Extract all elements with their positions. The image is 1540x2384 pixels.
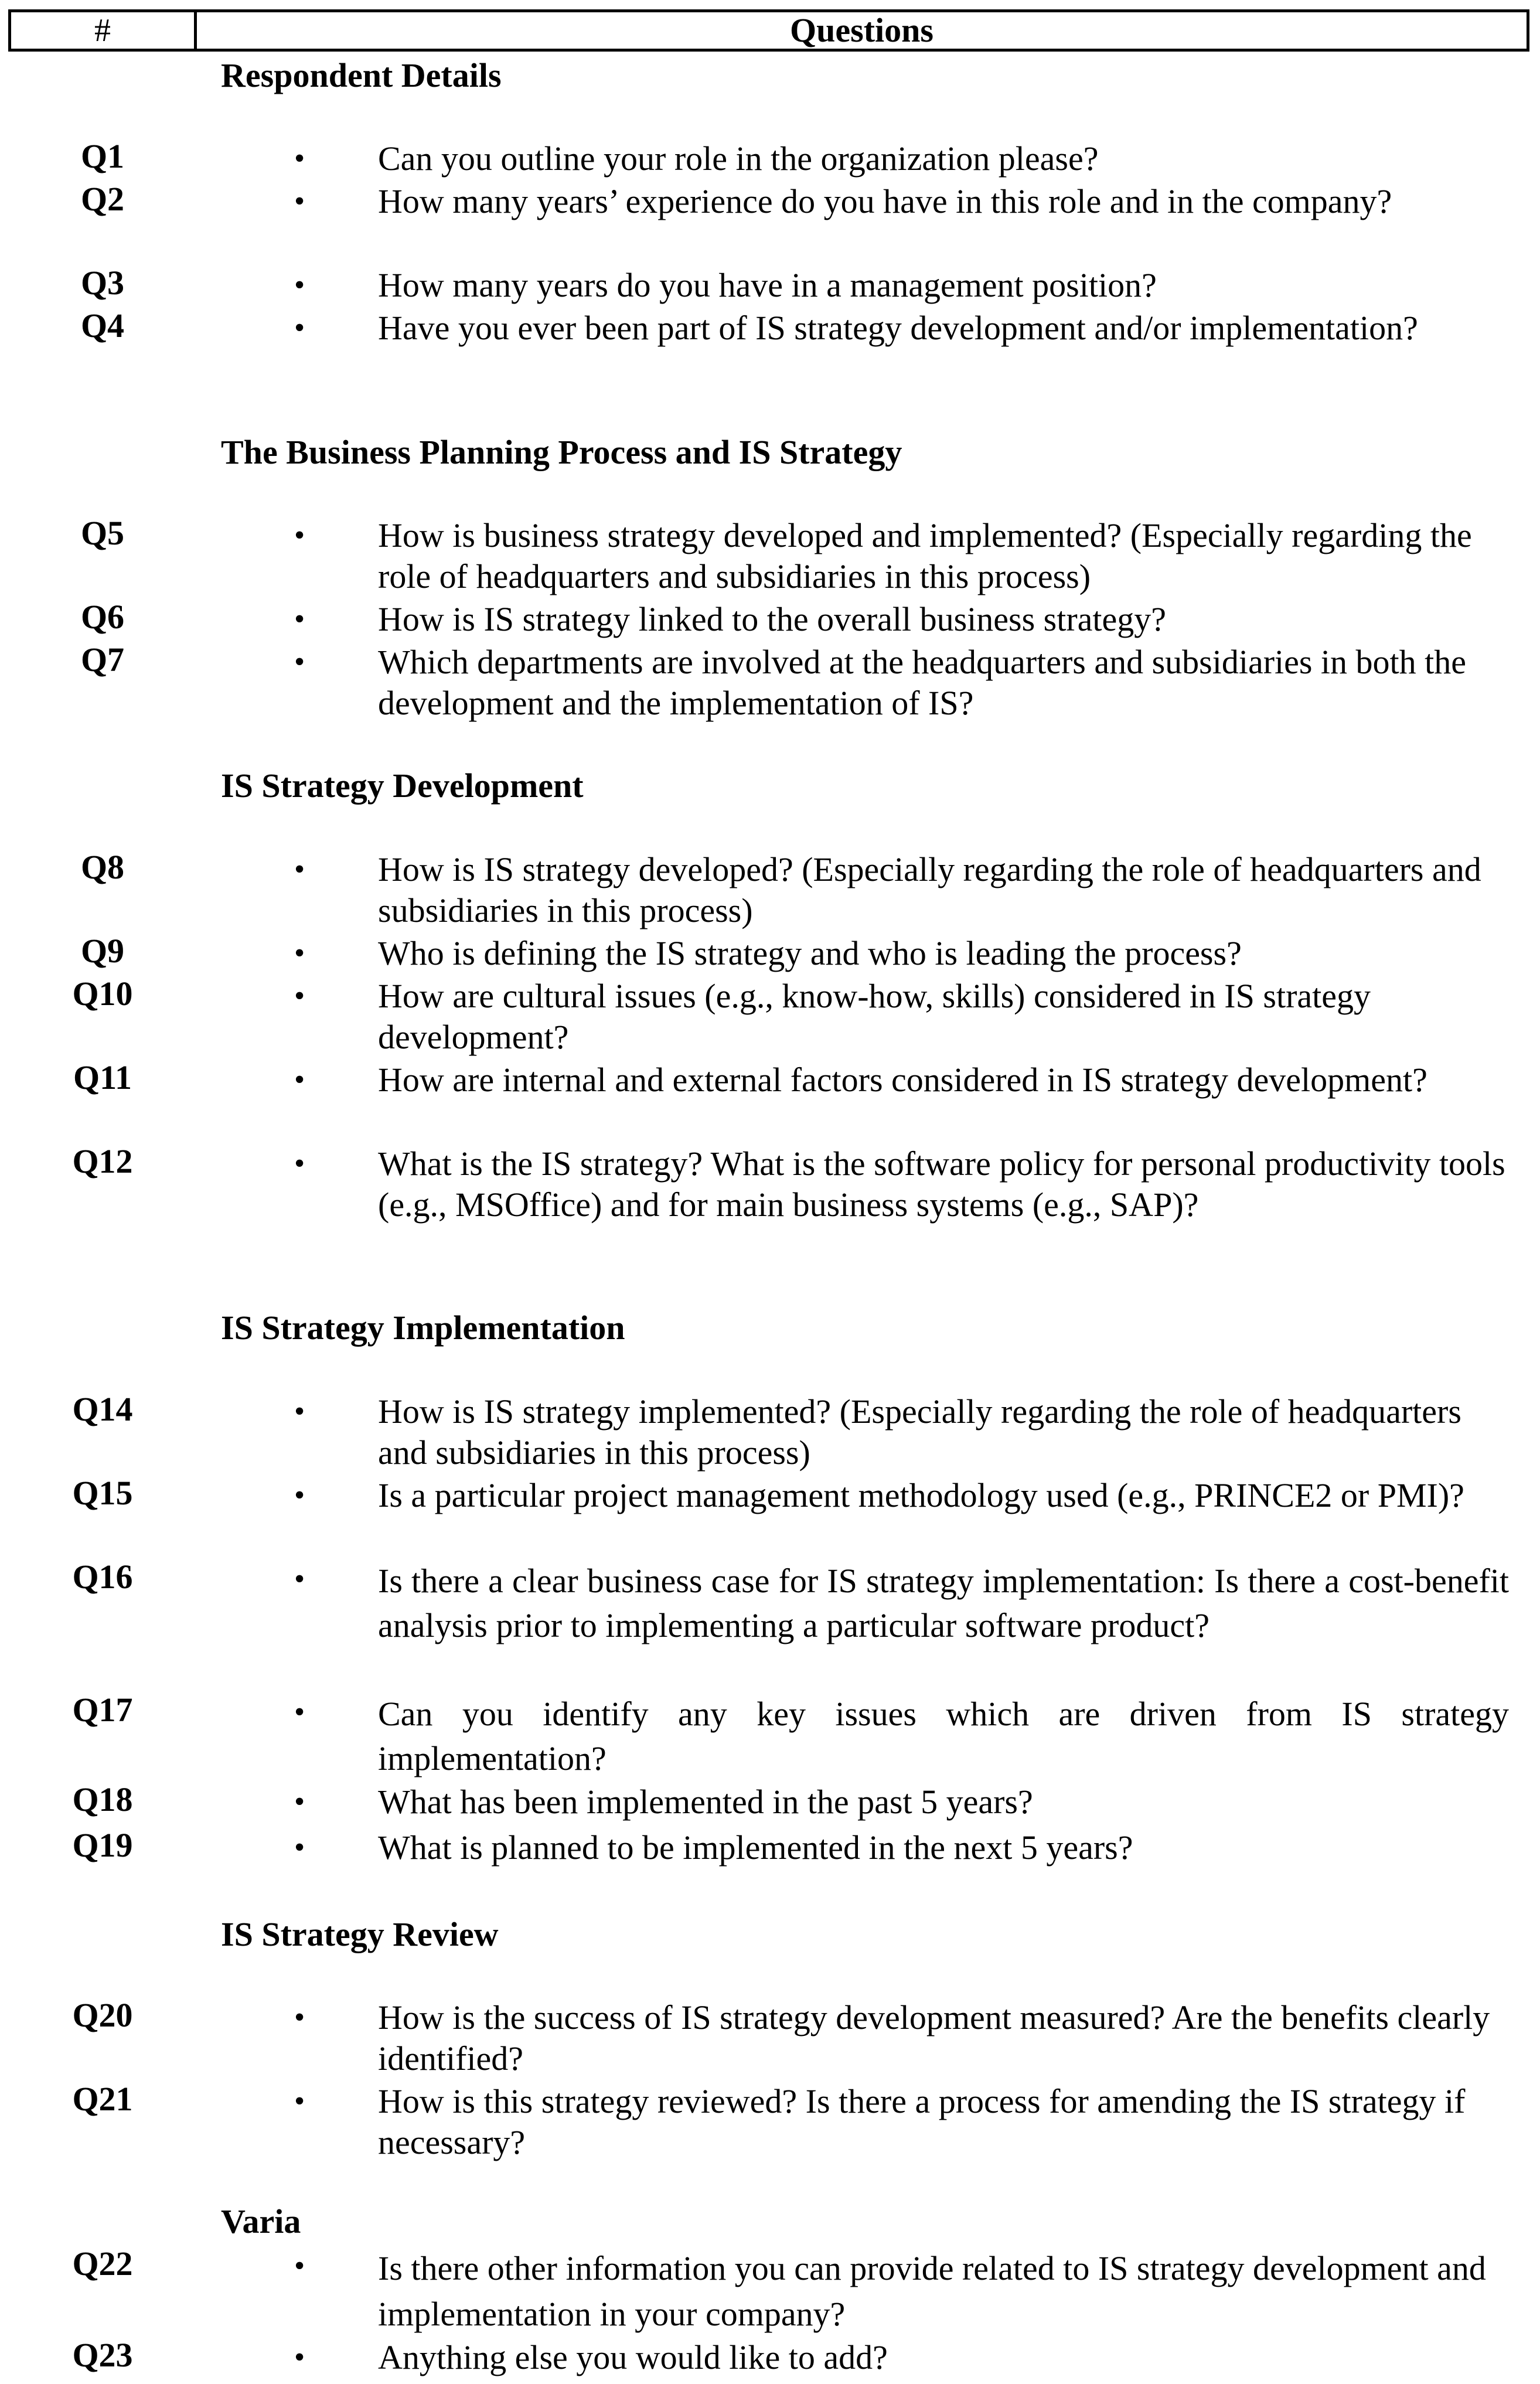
question-text: Have you ever been part of IS strategy development and/or implementation?	[378, 309, 1418, 347]
section-title-is-strategy-implementation: IS Strategy Implementation	[221, 1309, 625, 1347]
bullet-icon: •	[294, 142, 305, 175]
table-header	[8, 9, 1529, 52]
bullet-icon: •	[294, 645, 305, 679]
bullet-icon: •	[294, 2249, 305, 2283]
question-text: How is IS strategy linked to the overall business strategy?	[378, 600, 1167, 638]
question-number: Q15	[72, 1474, 133, 1512]
bullet-icon: •	[294, 1785, 305, 1818]
question-text: What has been implemented in the past 5 years?	[378, 1783, 1033, 1821]
question-text: Is there a clear business case for IS strategy implementation: Is there a cost-benefit analysis prior to implementing a particular software product?	[378, 1562, 1509, 1644]
question-text: How many years’ experience do you have in this role and in the company?	[378, 182, 1392, 220]
question-text: Who is defining the IS strategy and who is leading the process?	[378, 934, 1242, 972]
bullet-icon: •	[294, 1395, 305, 1428]
header-number-column: #	[11, 12, 197, 49]
question-text: How many years do you have in a management position?	[378, 266, 1157, 304]
question-text: Is a particular project management methodology used (e.g., PRINCE2 or PMI)?	[378, 1476, 1464, 1514]
question-text: Can you identify any key issues which are driven from IS strategy implementation?	[378, 1695, 1509, 1777]
section-title-respondent-details: Respondent Details	[221, 56, 502, 94]
bullet-icon: •	[294, 936, 305, 970]
question-number: Q9	[80, 932, 125, 970]
bullet-icon: •	[294, 2085, 305, 2118]
section-title-is-strategy-review: IS Strategy Review	[221, 1915, 499, 1953]
question-number: Q14	[72, 1390, 133, 1428]
question-number: Q23	[72, 2336, 133, 2374]
question-text: How is the success of IS strategy development measured? Are the benefits clearly identified?	[378, 1998, 1490, 2078]
bullet-icon: •	[294, 979, 305, 1013]
section-title-is-strategy-development: IS Strategy Development	[221, 767, 584, 805]
question-text: Can you outline your role in the organization please?	[378, 139, 1099, 178]
question-text: How is business strategy developed and implemented? (Especially regarding the role of headquarters and subsidiaries in this process)	[378, 516, 1472, 595]
question-number: Q12	[72, 1142, 133, 1180]
question-number: Q20	[72, 1996, 133, 2034]
bullet-icon: •	[294, 311, 305, 345]
question-text: How are cultural issues (e.g., know-how, skills) considered in IS strategy development?	[378, 977, 1371, 1056]
question-number: Q11	[73, 1058, 132, 1096]
question-number: Q2	[80, 180, 125, 218]
bullet-icon: •	[294, 1831, 305, 1864]
question-number: Q1	[80, 137, 125, 175]
bullet-icon: •	[294, 1562, 305, 1596]
question-number: Q8	[80, 848, 125, 886]
question-text: How are internal and external factors considered in IS strategy development?	[378, 1061, 1427, 1099]
question-number: Q5	[80, 514, 125, 552]
question-number: Q17	[72, 1691, 133, 1729]
question-number: Q6	[80, 598, 125, 636]
question-text: What is planned to be implemented in the next 5 years?	[378, 1828, 1133, 1867]
question-number: Q3	[80, 264, 125, 302]
bullet-icon: •	[294, 2001, 305, 2034]
section-title-varia: Varia	[221, 2202, 301, 2240]
question-text: How is IS strategy implemented? (Especially regarding the role of headquarters and subsidiaries in this process)	[378, 1392, 1461, 1472]
bullet-icon: •	[294, 1147, 305, 1180]
question-number: Q4	[80, 306, 125, 345]
bullet-icon: •	[294, 519, 305, 552]
bullet-icon: •	[294, 602, 305, 636]
question-text: How is IS strategy developed? (Especially regarding the role of headquarters and subsidiaries in this process)	[378, 850, 1481, 929]
bullet-icon: •	[294, 1063, 305, 1096]
question-number: Q7	[80, 641, 125, 679]
section-title-business-planning: The Business Planning Process and IS Strategy	[221, 433, 902, 471]
bullet-icon: •	[294, 1695, 305, 1729]
question-text: Is there other information you can provide related to IS strategy development and implementation in your company?	[378, 2249, 1486, 2333]
question-number: Q16	[72, 1558, 133, 1596]
question-number: Q18	[72, 1780, 133, 1818]
question-text: How is this strategy reviewed? Is there a process for amending the IS strategy if necessary?	[378, 2082, 1466, 2161]
bullet-icon: •	[294, 1479, 305, 1512]
bullet-icon: •	[294, 2341, 305, 2374]
question-number: Q21	[72, 2080, 133, 2118]
question-text: Anything else you would like to add?	[378, 2338, 888, 2376]
question-number: Q22	[72, 2245, 133, 2283]
bullet-icon: •	[294, 185, 305, 218]
bullet-icon: •	[294, 268, 305, 302]
header-questions-column: Questions	[790, 11, 933, 49]
question-number: Q19	[72, 1826, 133, 1864]
bullet-icon: •	[294, 853, 305, 886]
question-text: Which departments are involved at the headquarters and subsidiaries in both the development and the implementation of IS?	[378, 643, 1467, 722]
question-number: Q10	[72, 975, 133, 1013]
question-text: What is the IS strategy? What is the software policy for personal productivity tools (e.g., MSOffice) and for main business systems (e.g., SAP)?	[378, 1145, 1505, 1224]
